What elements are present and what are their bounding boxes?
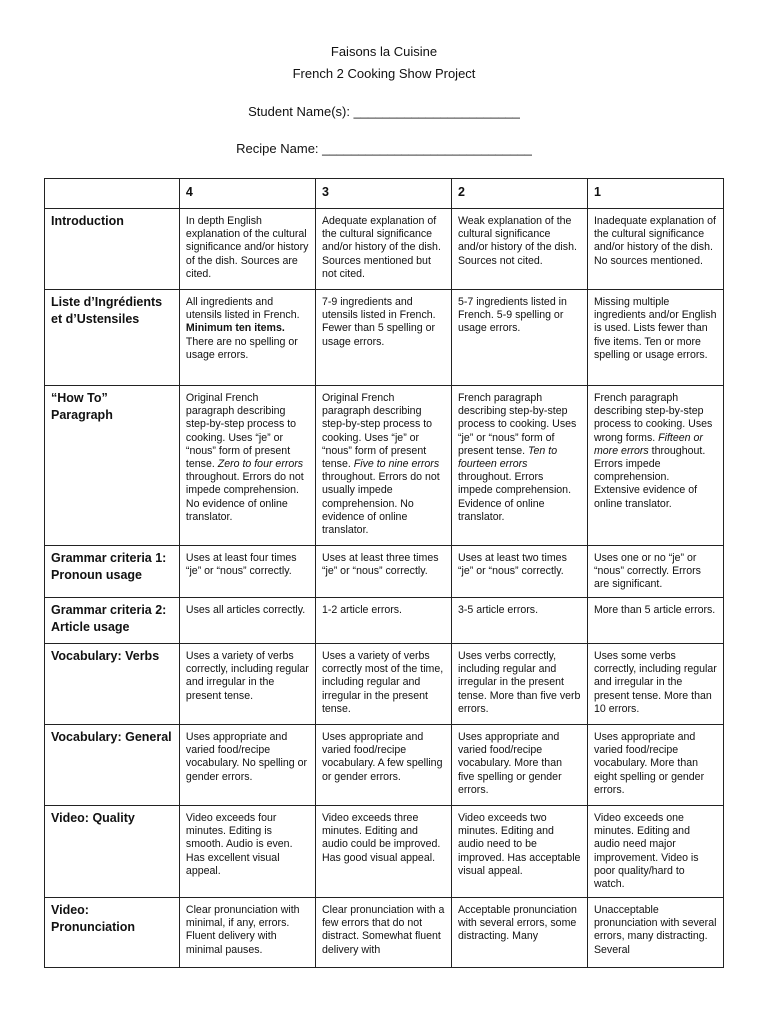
score-2-cell — [451, 725, 587, 806]
score-1-cell — [587, 386, 723, 546]
score-1-cell — [587, 290, 723, 386]
criterion-label: “How To” Paragraph — [45, 386, 180, 546]
rubric-row — [45, 386, 724, 546]
cell-text: Unacceptable pronunciation with several errors, many distracting. Several — [593, 904, 717, 956]
rubric-row — [45, 546, 724, 598]
cell-text: Uses appropriate and varied food/recipe vocabulary. More than eight spelling or gender errors. — [593, 731, 705, 796]
student-name-line: Student Name(s): _______________________ — [248, 104, 520, 119]
score-2-cell — [451, 209, 587, 290]
cell-text: Uses a variety of verbs correctly most of the time, including regular and irregular in the present tense. — [321, 650, 444, 715]
score-4-cell — [179, 644, 315, 725]
score-4-header: 4 — [179, 179, 315, 209]
score-2-cell — [451, 598, 587, 644]
rubric-row — [45, 898, 724, 968]
score-3-header: 3 — [315, 179, 451, 209]
cell-text: Uses some verbs correctly, including regular and irregular in the present tense. More than 10 errors. — [593, 650, 717, 715]
rubric-row — [45, 209, 724, 290]
score-2-cell — [451, 290, 587, 386]
cell-text: Clear pronunciation with a few errors that do not distract. Somewhat fluent delivery with — [321, 904, 445, 956]
score-3-cell — [315, 644, 451, 725]
score-2-cell — [451, 644, 587, 725]
score-3-cell — [315, 598, 451, 644]
cell-text: Uses appropriate and varied food/recipe vocabulary. More than five spelling or gender errors. — [457, 731, 562, 796]
cell-text: throughout. Errors do not usually impede comprehension. No evidence of online translator. — [321, 471, 440, 537]
cell-text: Adequate explanation of the cultural significance and/or history of the dish. Sources mentioned but not cited. — [321, 215, 441, 280]
score-3-cell — [315, 725, 451, 806]
cell-text: Fifteen or more errors — [593, 431, 703, 457]
cell-text: Uses appropriate and varied food/recipe vocabulary. A few spelling or gender errors. — [321, 731, 443, 783]
score-4-cell — [179, 290, 315, 386]
score-4-cell — [179, 598, 315, 644]
criteria-column-header — [45, 179, 180, 209]
rubric-row — [45, 644, 724, 725]
cell-text: French paragraph describing step-by-step process to cooking. Uses wrong forms. — [593, 392, 713, 444]
cell-text: Video exceeds one minutes. Editing and audio need major improvement. Video is poor quality/hard to watch. — [593, 812, 699, 891]
score-2-cell — [451, 546, 587, 598]
cell-text: Missing multiple ingredients and/or English is used. Lists fewer than five items. Ten or more spelling or usage errors. — [593, 296, 717, 361]
cell-text: All ingredients and utensils listed in French. — [185, 296, 300, 322]
cell-text: Uses all articles correctly. — [185, 604, 306, 616]
score-4-cell — [179, 806, 315, 898]
cell-text: More than 5 article errors. — [593, 604, 716, 616]
criterion-label: Liste d’Ingrédients et d’Ustensiles — [45, 290, 180, 386]
rubric-row — [45, 806, 724, 898]
document-subtitle: French 2 Cooking Show Project — [292, 66, 476, 81]
cell-text: throughout. Errors do not impede comprehension. No evidence of online translator. — [185, 471, 304, 523]
score-3-cell — [315, 386, 451, 546]
score-1-cell — [587, 546, 723, 598]
cell-text: 3-5 article errors. — [457, 604, 539, 616]
score-2-cell — [451, 806, 587, 898]
cell-text: 1-2 article errors. — [321, 604, 403, 616]
score-1-cell — [587, 806, 723, 898]
score-1-cell — [587, 898, 723, 968]
cell-text: Ten to fourteen errors — [457, 444, 558, 471]
cell-text: French paragraph describing step-by-step process to cooking. Uses “je” or “nous” form of present tense. — [457, 392, 577, 457]
cell-text: Minimum ten items. — [185, 322, 285, 335]
score-4-cell — [179, 209, 315, 290]
cell-text: 7-9 ingredients and utensils listed in French. Fewer than 5 spelling or usage errors. — [321, 296, 436, 348]
cell-text: Original French paragraph describing step-by-step process to cooking. Uses “je” or “nous” form of present tense. — [185, 392, 297, 471]
cell-text: Zero to four errors — [217, 458, 304, 471]
cell-text: throughout. Errors impede comprehension. Extensive evidence of online translator. — [593, 444, 706, 510]
score-1-cell — [587, 209, 723, 290]
score-4-cell — [179, 898, 315, 968]
cell-text: throughout. Errors impede comprehension. Evidence of online translator. — [457, 471, 572, 523]
score-1-cell — [587, 644, 723, 725]
cell-text: Acceptable pronunciation with several errors, some distracting. Many — [457, 904, 577, 943]
cell-text: Video exceeds four minutes. Editing is smooth. Audio is even. Has excellent visual appeal. — [185, 812, 293, 877]
score-1-cell — [587, 598, 723, 644]
cell-text: Video exceeds two minutes. Editing and audio need to be improved. Has acceptable visual appeal. — [457, 812, 581, 877]
cell-text: Original French paragraph describing step-by-step process to cooking. Uses “je” or “nous” form of present tense. — [321, 392, 433, 471]
cell-text: Uses one or no “je” or “nous” correctly. Errors are significant. — [593, 552, 701, 591]
rubric-row — [45, 725, 724, 806]
cell-text: Five to nine errors — [353, 458, 440, 471]
cell-text: Uses at least two times “je” or “nous” correctly. — [457, 552, 567, 578]
criterion-label: Vocabulary: General — [45, 725, 180, 806]
score-4-cell — [179, 386, 315, 546]
score-3-cell — [315, 209, 451, 290]
cell-text: Uses verbs correctly, including regular and irregular in the present tense. More than five verb errors. — [457, 650, 581, 715]
criterion-label: Video: Quality — [45, 806, 180, 898]
recipe-name-line: Recipe Name: _____________________________ — [236, 141, 532, 156]
score-1-cell — [587, 725, 723, 806]
score-2-header: 2 — [451, 179, 587, 209]
score-4-cell — [179, 725, 315, 806]
score-3-cell — [315, 898, 451, 968]
score-2-cell — [451, 386, 587, 546]
cell-text: Clear pronunciation with minimal, if any, errors. Fluent delivery with minimal pauses. — [185, 904, 300, 956]
cell-text: Inadequate explanation of the cultural significance and/or history of the dish. No sources mentioned. — [593, 215, 716, 267]
cell-text: 5-7 ingredients listed in French. 5-9 spelling or usage errors. — [457, 296, 567, 335]
rubric-row — [45, 290, 724, 386]
criterion-label: Grammar criteria 2: Article usage — [45, 598, 180, 644]
cell-text: Uses appropriate and varied food/recipe vocabulary. No spelling or gender errors. — [185, 731, 308, 783]
cell-text: Weak explanation of the cultural significance and/or history of the dish. Sources not cited. — [457, 215, 577, 267]
document-title: Faisons la Cuisine — [330, 44, 438, 59]
criterion-label: Vocabulary: Verbs — [45, 644, 180, 725]
cell-text: Video exceeds three minutes. Editing and audio could be improved. Has good visual appeal. — [321, 812, 441, 864]
cell-text: Uses at least four times “je” or “nous” correctly. — [185, 552, 297, 578]
cell-text: In depth English explanation of the cultural significance and/or history of the dish. Sources are cited. — [185, 215, 309, 280]
cell-text: Uses a variety of verbs correctly, including regular and irregular in the present tense. — [185, 650, 309, 702]
criterion-label: Video: Pronunciation — [45, 898, 180, 968]
rubric-header-row — [45, 179, 724, 209]
score-3-cell — [315, 546, 451, 598]
score-3-cell — [315, 290, 451, 386]
criterion-label: Introduction — [45, 209, 180, 290]
score-3-cell — [315, 806, 451, 898]
rubric-row — [45, 598, 724, 644]
score-1-header: 1 — [587, 179, 723, 209]
score-2-cell — [451, 898, 587, 968]
criterion-label: Grammar criteria 1: Pronoun usage — [45, 546, 180, 598]
rubric-table — [44, 178, 724, 968]
cell-text: Uses at least three times “je” or “nous” correctly. — [321, 552, 439, 578]
cell-text: There are no spelling or usage errors. — [185, 335, 298, 361]
score-4-cell — [179, 546, 315, 598]
